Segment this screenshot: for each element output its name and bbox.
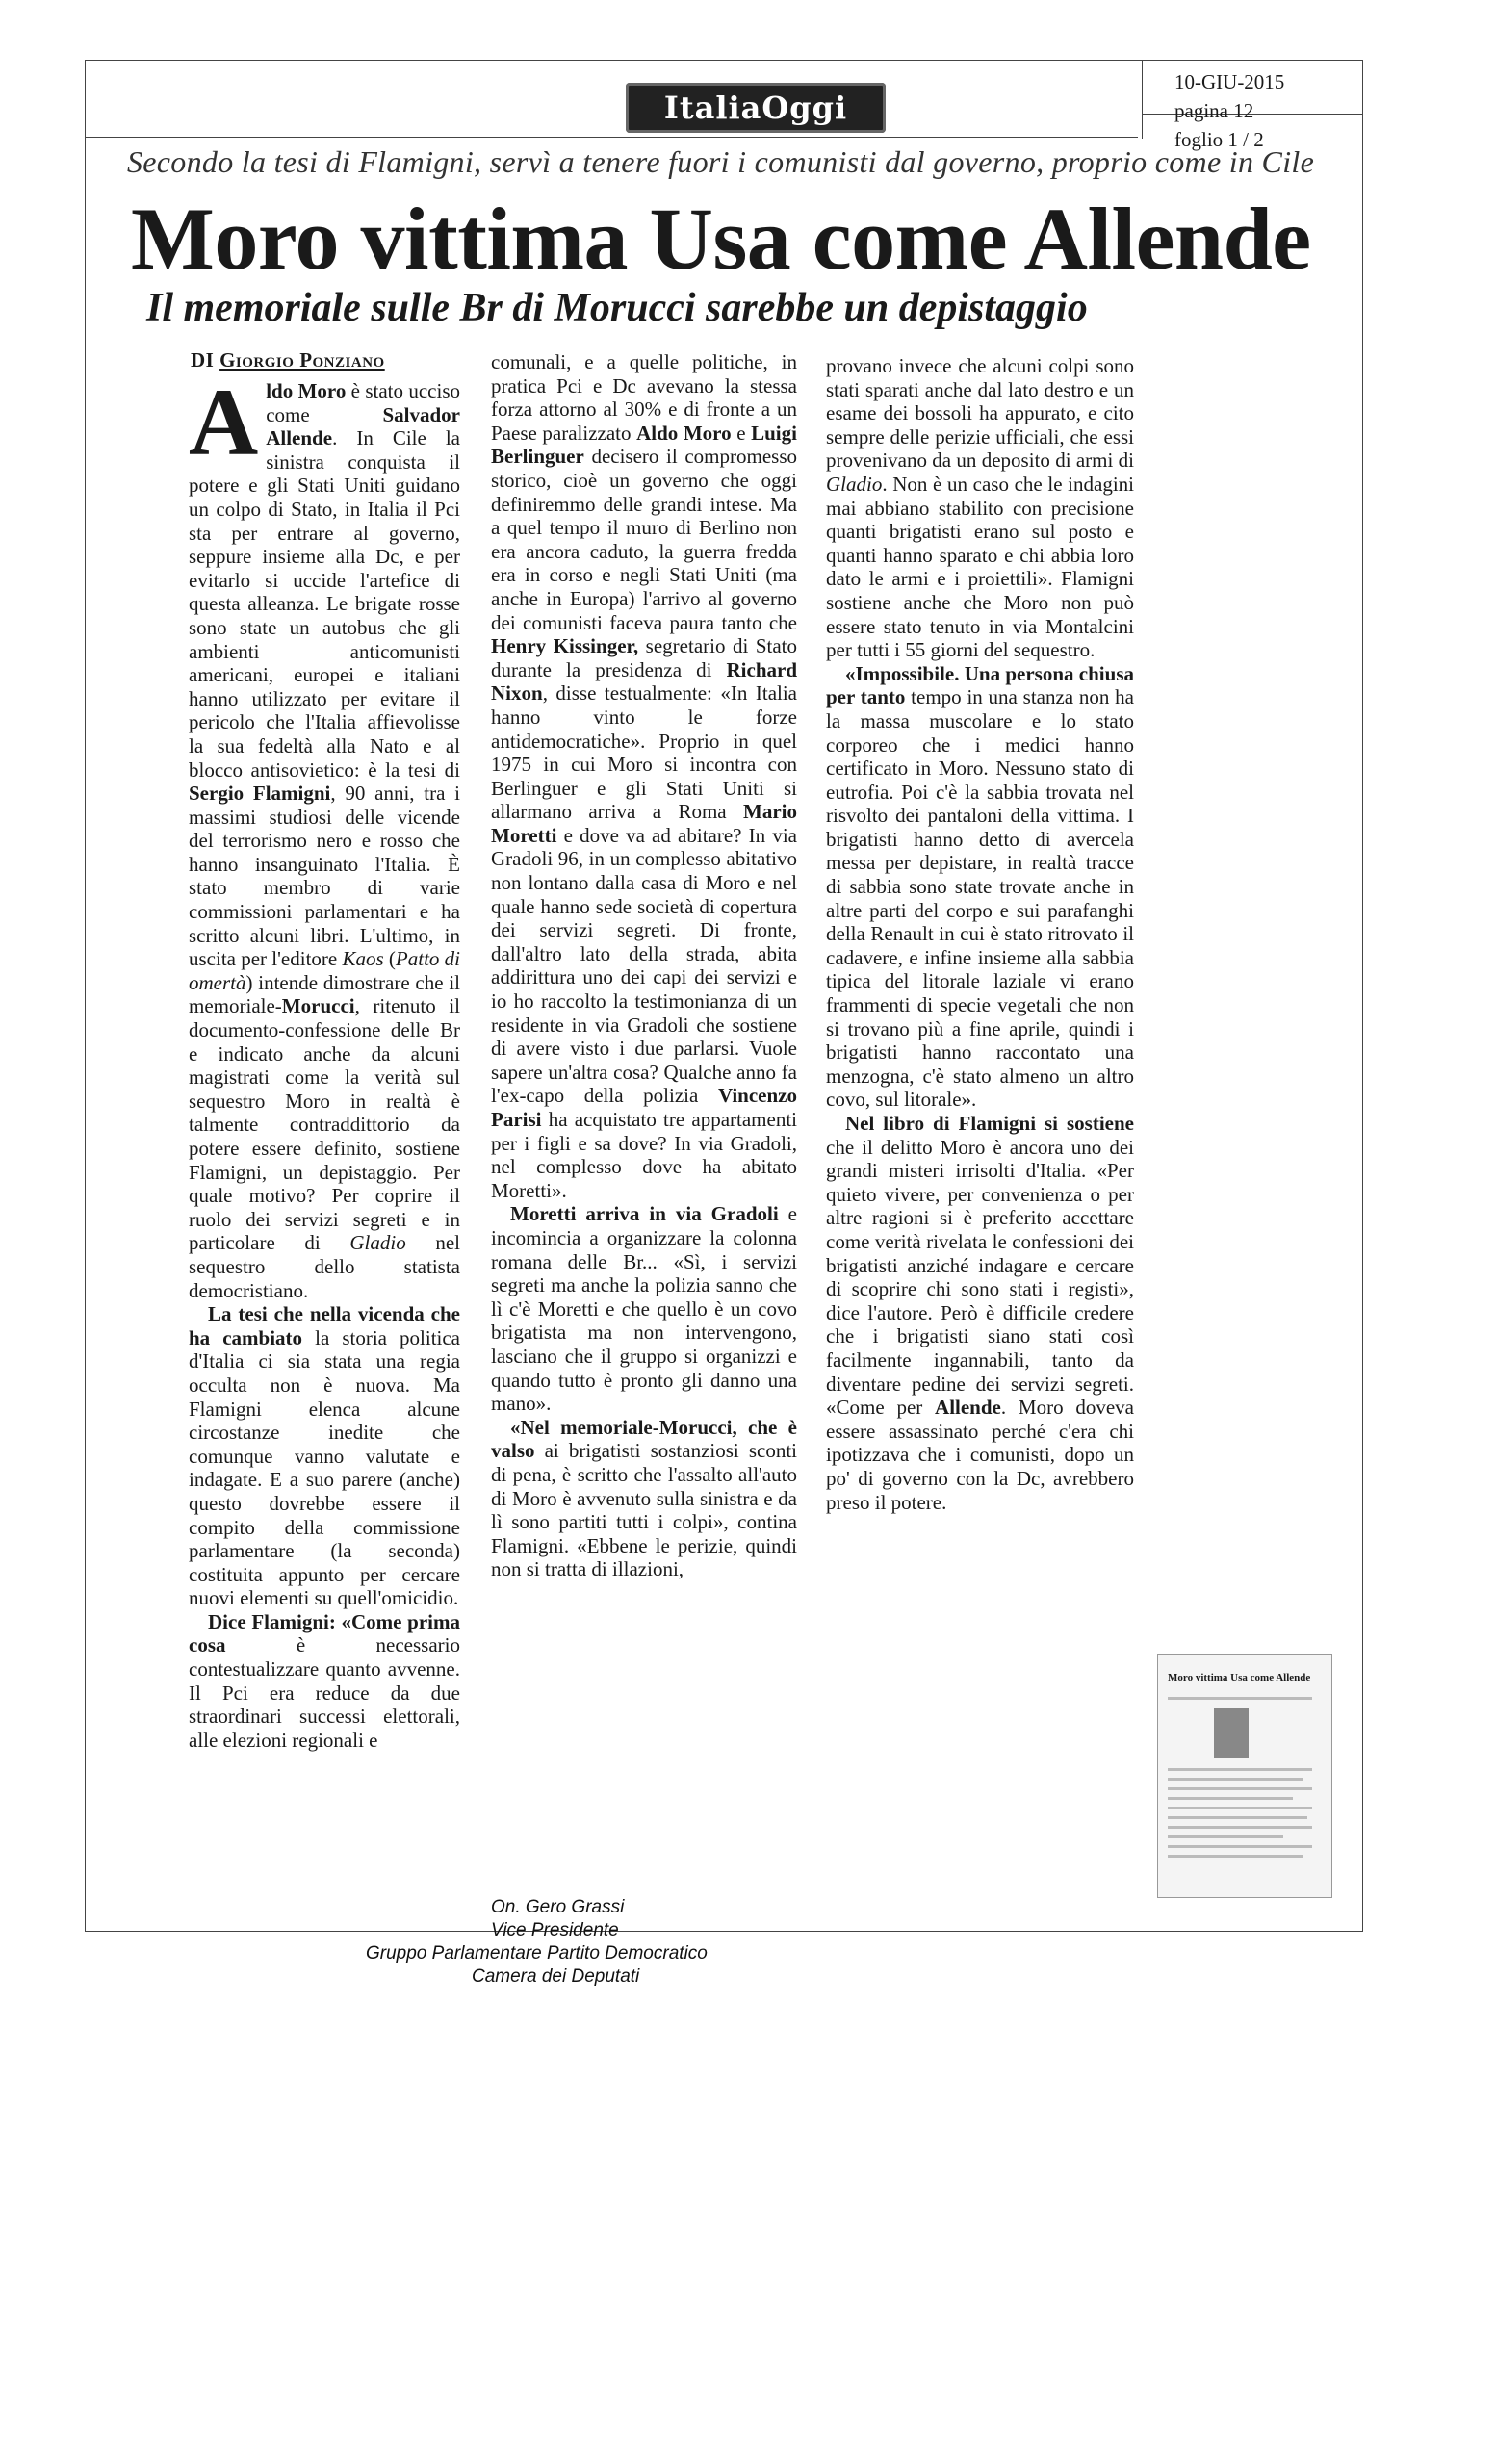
- subheadline: Il memoriale sulle Br di Morucci sarebbe un depistaggio: [146, 286, 1088, 330]
- article-column-1: [189, 369, 461, 1752]
- paragraph: La tesi che nella vicenda che ha cambiato la storia politica d'Italia ci sia stata una regia occulta non è nuova. Ma Flamigni elenca alcune circostanze inedite che comunque vanno valutate e indagate. E a suo parere (anche) questo dovrebbe essere il compito della commissione parlamentare (la seconda) costituita appunto per cercare nuovi elementi su quell'omicidio.: [189, 1302, 461, 1610]
- thumbnail-line: [1168, 1807, 1312, 1810]
- paragraph: Dice Flamigni: «Come prima cosa è necessario contestualizzare quanto avvenne. Il Pci era reduce da due straordinari successi elettorali, alle elezioni regionali e: [189, 1609, 460, 1752]
- paragraph: «Nel memoriale-Morucci, che è valso ai brigatisti sostanziosi sconti di pena, è scritto che l'assalto all'auto di Moro è avvenuto sulla sinistra e da lì sono partiti tutti i colpi», contina Flamigni. «Ebbene le perizie, quindi non si tratta di illazioni,: [491, 1415, 797, 1581]
- thumbnail-line: [1168, 1768, 1312, 1771]
- kicker: Secondo la tesi di Flamigni, servì a tenere fuori i comunisti dal governo, proprio come in Cile: [127, 144, 1315, 179]
- byline-name: Giorgio Ponziano: [219, 348, 385, 372]
- thumbnail-line: [1168, 1787, 1312, 1790]
- drop-cap: A: [189, 369, 259, 475]
- masthead-logo: ItaliaOggi: [626, 83, 886, 133]
- date: 10-GIU-2015: [1174, 70, 1285, 93]
- thumbnail-title: Moro vittima Usa come Allende: [1168, 1672, 1311, 1683]
- thumbnail-line: [1168, 1797, 1293, 1800]
- signature-chamber: Camera dei Deputati: [472, 1966, 640, 1987]
- thumbnail-line: [1168, 1816, 1307, 1819]
- header-rule: [85, 137, 1138, 138]
- byline-prefix: DI: [191, 348, 215, 372]
- signature-group: Gruppo Parlamentare Partito Democratico: [366, 1943, 708, 1964]
- paragraph: Aldo Moro è stato ucciso come Salvador Allende. In Cile la sinistra conquista il potere e gli Stati Uniti guidano un colpo di Stato, in Italia il Pci sta per entrare al governo, seppure insieme alla Dc, e per evitarlo si uccide l'artefice di questa alleanza. Le brigate rosse sono state un autobus che gli ambienti anticomunisti americani, europei e italiani hanno utilizzato per evitare il pericolo che l'Italia affievolisse la sua fedeltà alla Nato e al blocco antisovietico: è la tesi di Sergio Flamigni, 90 anni, tra i massimi studiosi delle vicende del terrorismo nero e rosso che hanno insanguinato l'Italia. È stato membro di varie commissioni parlamentari e ha scritto alcuni libri. L'ultimo, in uscita per l'editore Kaos (Patto di omertà) intende dimostrare che il memoriale-Morucci, ritenuto il documento-confessione delle Br e indicato anche da alcuni magistrati come la verità sul sequestro Moro in realtà è talmente contraddittorio da potere essere definito, sostiene Flamigni, un depistaggio. Per quale motivo? Per coprire il ruolo dei servizi segreti e in particolare di Gladio nel sequestro dello statista democristiano.: [189, 369, 461, 1302]
- paragraph: Moretti arriva in via Gradoli e incomincia a organizzare la colonna romana delle Br... «Sì, i servizi segreti ma anche la polizia sanno che lì c'è Moretti e che quello è un covo brigatista ma non intervengono, lasciano che il gruppo si organizzi e quando tutto è pronto gli danno una mano».: [491, 1202, 797, 1416]
- date-block: [1174, 67, 1284, 154]
- thumbnail-line: [1168, 1845, 1312, 1848]
- headline: Moro vittima Usa come Allende: [131, 190, 1311, 288]
- article-column-3: [826, 354, 1134, 1514]
- thumbnail-line: [1168, 1778, 1303, 1781]
- paragraph: Nel libro di Flamigni si sostiene che il delitto Moro è ancora uno dei grandi misteri irrisolti d'Italia. «Per quieto vivere, per convenienza o per altre ragioni si è preferito accettare come verità rivelata le confessioni dei brigatisti anziché indagare e cercare di scoprire chi sono stati i registi», dice l'autore. Però è difficile credere che i brigatisti siano stati così facilmente ingannabili, tanto da diventare pedine dei servizi segreti. «Come per Allende. Moro doveva essere assassinato perché c'era chi ipotizzava che i comunisti, dopo un po' di governo con la Dc, avrebbero preso il potere.: [826, 1112, 1134, 1514]
- thumbnail-line: [1168, 1855, 1303, 1858]
- thumbnail-line: [1168, 1697, 1312, 1700]
- page-thumbnail: [1157, 1654, 1332, 1898]
- sheet-number: foglio 1 / 2: [1174, 128, 1264, 151]
- signature-name: On. Gero Grassi: [491, 1897, 625, 1917]
- paragraph: comunali, e a quelle politiche, in pratica Pci e Dc avevano la stessa forza attorno al 30% e di fronte a un Paese paralizzato Aldo Moro e Luigi Berlinguer decisero il compromesso storico, cioè un governo che oggi definiremmo delle grandi intese. Ma a quel tempo il muro di Berlino non era ancora caduto, la guerra fredda era in corso e negli Stati Uniti (ma anche in Europa) l'arrivo al governo dei comunisti faceva paura tanto che Henry Kissinger, segretario di Stato durante la presidenza di Richard Nixon, disse testualmente: «In Italia hanno vinto le forze antidemocratiche». Proprio in quel 1975 in cui Moro si incontra con Berlinguer e gli Stati Uniti si allarmano arriva a Roma Mario Moretti e dove va ad abitare? In via Gradoli 96, in un complesso abitativo non lontano dalla casa di Moro e nel quale hanno sede società di copertura dei servizi segreti. Di fronte, dall'altro lato della strada, abita addirittura uno dei capi dei servizi e io ho raccolto la testimonianza di un residente in via Gradoli che sostiene di avere visto i due parlarsi. Vuole sapere un'altra cosa? Qualche anno fa l'ex-capo della polizia Vincenzo Parisi ha acquistato tre appartamenti per i figli e sa dove? In via Gradoli, nel complesso dove ha abitato Moretti».: [491, 350, 798, 1202]
- article-column-2: [491, 350, 797, 1581]
- header-divider: [1142, 60, 1143, 139]
- paragraph: «Impossibile. Una persona chiusa per tanto tempo in una stanza non ha la massa muscolare e lo stato corporeo che i medici hanno certificato in Moro. Nessuno stato di eutrofia. Poi c'è la sabbia trovata nel risvolto dei pantaloni della vittima. I brigatisti hanno detto di avercela messa per depistare, in realtà tracce di sabbia sono state trovate anche in altre parti del corpo e sui parafanghi della Renault in cui è stato ritrovato il cadavere, e infine insieme alla sabbia tipica del litorale laziale vi erano frammenti di specie vegetali che non si trovano più a fine aprile, quindi i brigatisti hanno raccontato una menzogna, c'è stato almeno un altro covo, sul litorale».: [826, 661, 1134, 1112]
- signature-stamp: [366, 1896, 708, 1989]
- thumbnail-line: [1168, 1835, 1283, 1838]
- signature-role: Vice Presidente: [491, 1920, 619, 1940]
- thumbnail-line: [1168, 1826, 1312, 1829]
- page-number: pagina 12: [1174, 99, 1254, 122]
- paragraph: provano invece che alcuni colpi sono stati sparati anche dal lato destro e un esame dei bossoli ha appurato, e cito sempre delle perizie ufficiali, che essi provenivano da un deposito di armi di Gladio. Non è un caso che le indagini mai abbiano stabilito con precisione quanti brigatisti erano sul posto e quanti hanno sparato e chi abbia loro dato le armi e i proiettili». Flamigni sostiene anche che Moro non può essere stato tenuto in via Montalcini per tutti i 55 giorni del sequestro.: [826, 354, 1134, 662]
- thumbnail-photo: [1214, 1708, 1249, 1758]
